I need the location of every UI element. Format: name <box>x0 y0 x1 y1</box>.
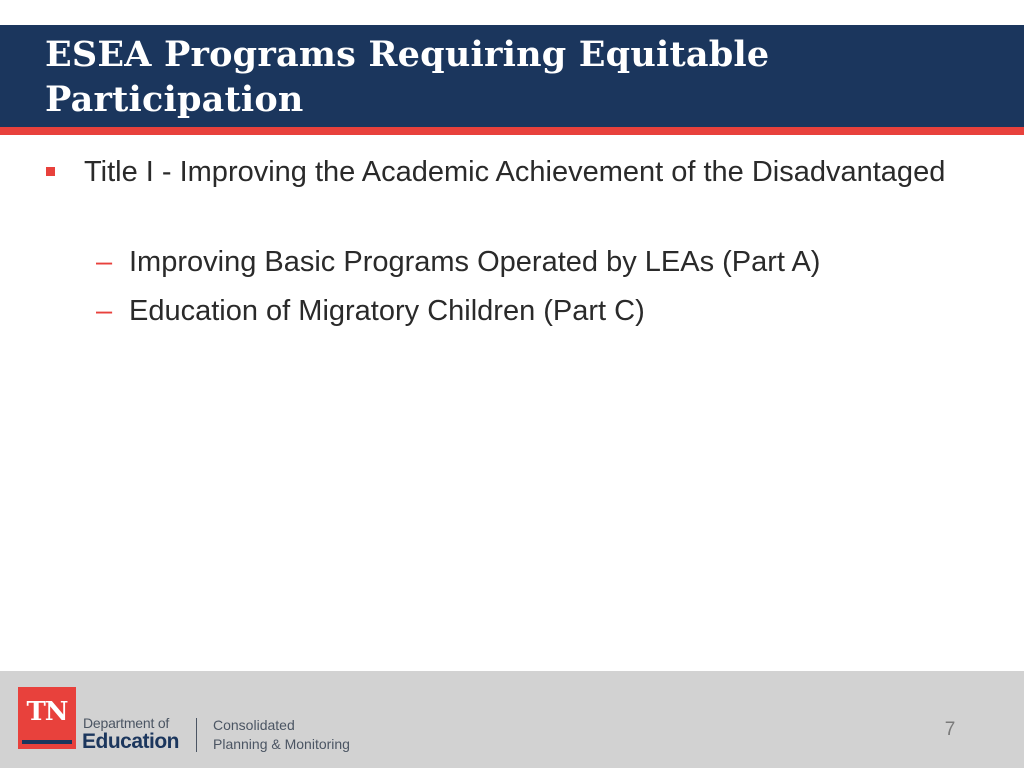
office-name-line2: Planning & Monitoring <box>213 736 350 752</box>
page-number: 7 <box>944 719 956 740</box>
department-label: Department of <box>83 715 170 731</box>
education-label: Education <box>82 730 180 753</box>
footer-divider <box>196 718 197 752</box>
tn-logo <box>18 687 76 749</box>
sub-bullet-part-a: Improving Basic Programs Operated by LEAs (Part A) <box>129 246 821 278</box>
dash-bullet-icon: – <box>96 246 113 278</box>
square-bullet-icon <box>46 167 55 176</box>
tn-logo-text: TN <box>26 697 68 727</box>
dash-bullet-icon: – <box>96 295 113 327</box>
office-name-line1: Consolidated <box>213 717 295 733</box>
bullet-title-i: Title I - Improving the Academic Achievement of the Disadvantaged <box>84 156 946 188</box>
footer-bar <box>0 671 1024 768</box>
slide-title: ESEA Programs Requiring Equitable Participation <box>45 34 770 120</box>
sub-bullet-part-c: Education of Migratory Children (Part C) <box>129 295 645 327</box>
tn-logo-rule <box>22 740 72 744</box>
title-accent-rule <box>0 127 1024 135</box>
